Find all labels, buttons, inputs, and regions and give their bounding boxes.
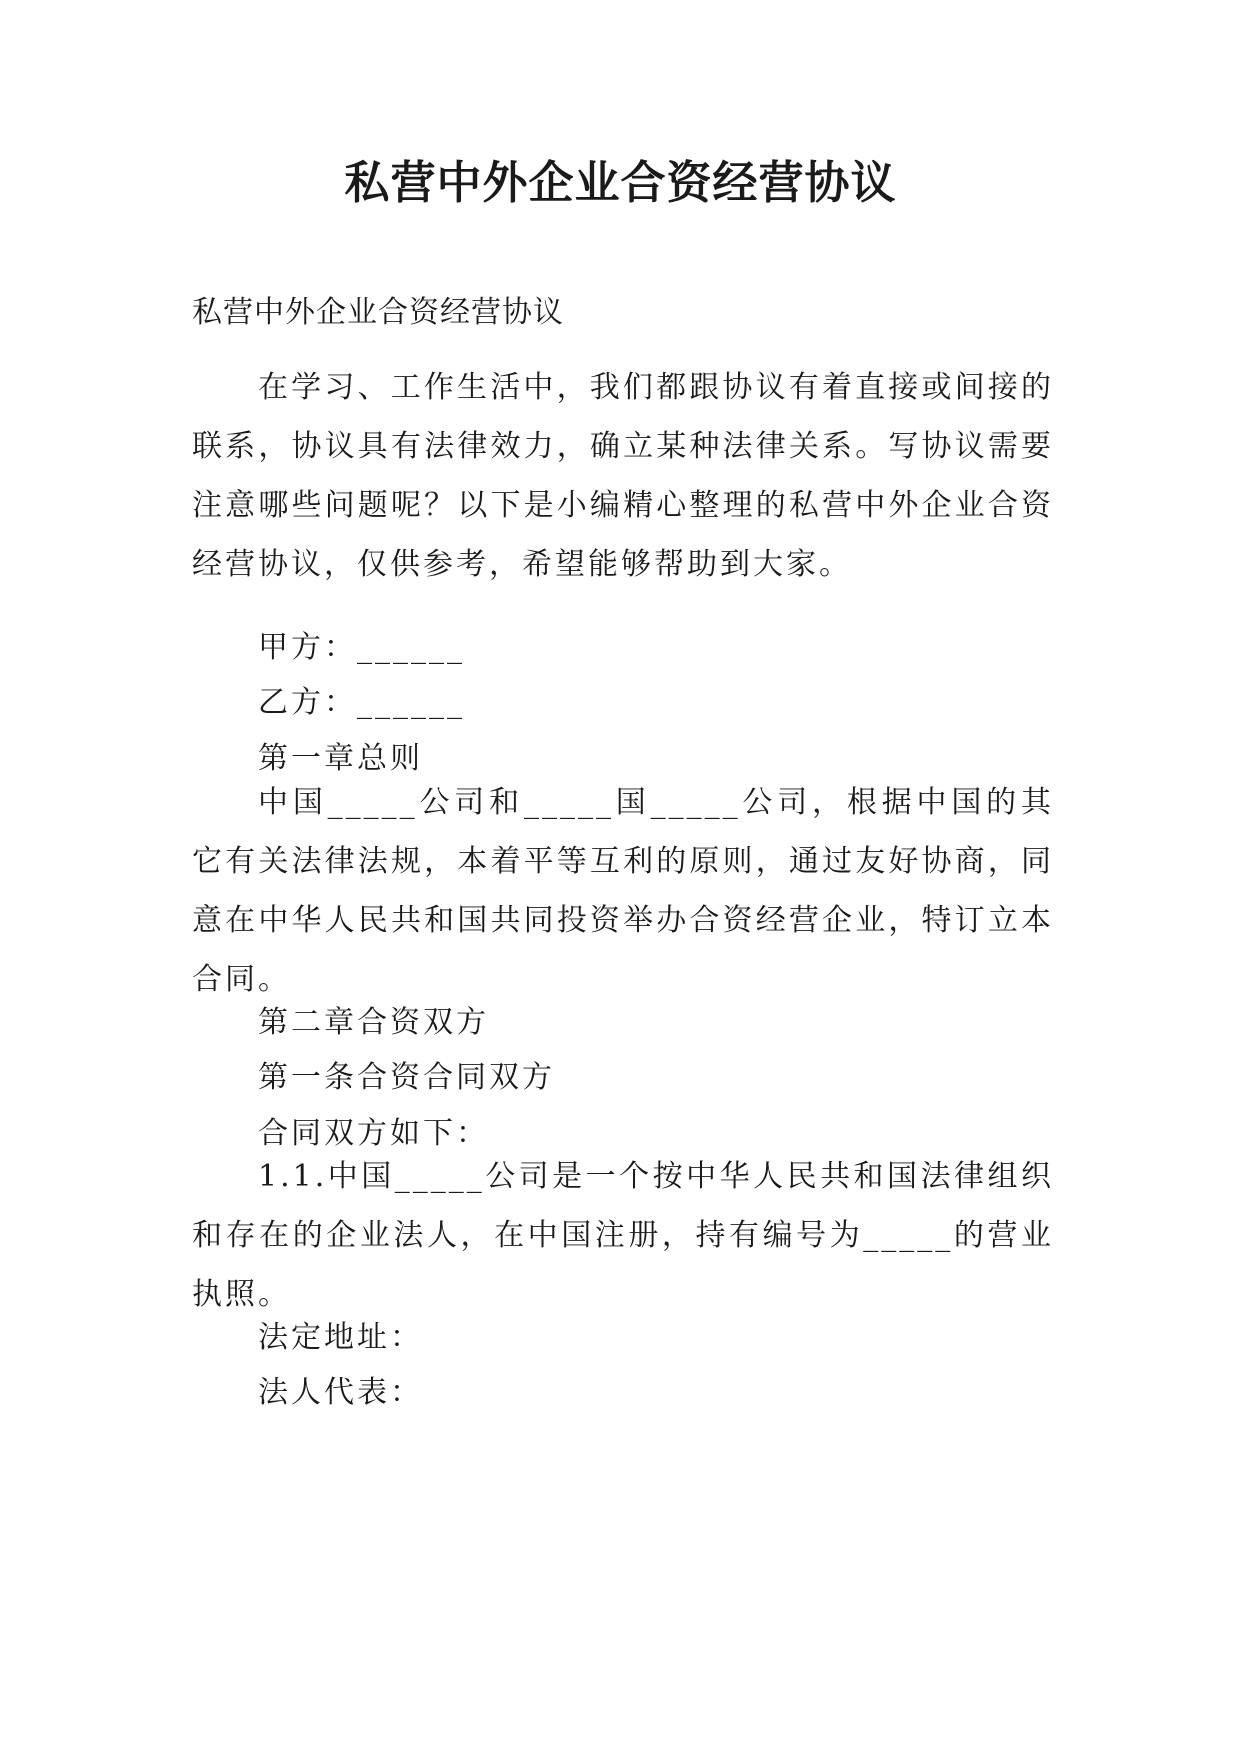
document-subtitle: 私营中外企业合资经营协议 [192, 295, 564, 330]
legal-representative-line: 法人代表： [258, 1375, 423, 1410]
chapter-1-paragraph: 中国_____公司和_____国_____公司，根据中国的其它有关法律法规，本着平等互利的原则，通过友好协商，同意在中华人民共和国共同投资举办合资经营企业，特订立本合同。 [192, 785, 1054, 997]
legal-address-line: 法定地址： [258, 1320, 423, 1355]
article-1-intro: 合同双方如下： [258, 1116, 489, 1151]
chapter-2-heading: 第二章合资双方 [258, 1005, 489, 1040]
document-title: 私营中外企业合资经营协议 [344, 156, 897, 209]
party-b-line: 乙方：______ [258, 685, 465, 720]
article-1-heading: 第一条合资合同双方 [258, 1060, 555, 1095]
chapter-1-heading: 第一章总则 [258, 741, 423, 776]
intro-paragraph: 在学习、工作生活中，我们都跟协议有着直接或间接的联系，协议具有法律效力，确立某种法律关系。写协议需要注意哪些问题呢？以下是小编精心整理的私营中外企业合资经营协议，仅供参考，希望能够帮助到大家。 [192, 370, 1054, 582]
clause-1-1-paragraph: 1.1.中国_____公司是一个按中华人民共和国法律组织和存在的企业法人，在中国注册，持有编号为_____的营业执照。 [192, 1159, 1054, 1312]
party-a-line: 甲方：______ [258, 630, 465, 665]
